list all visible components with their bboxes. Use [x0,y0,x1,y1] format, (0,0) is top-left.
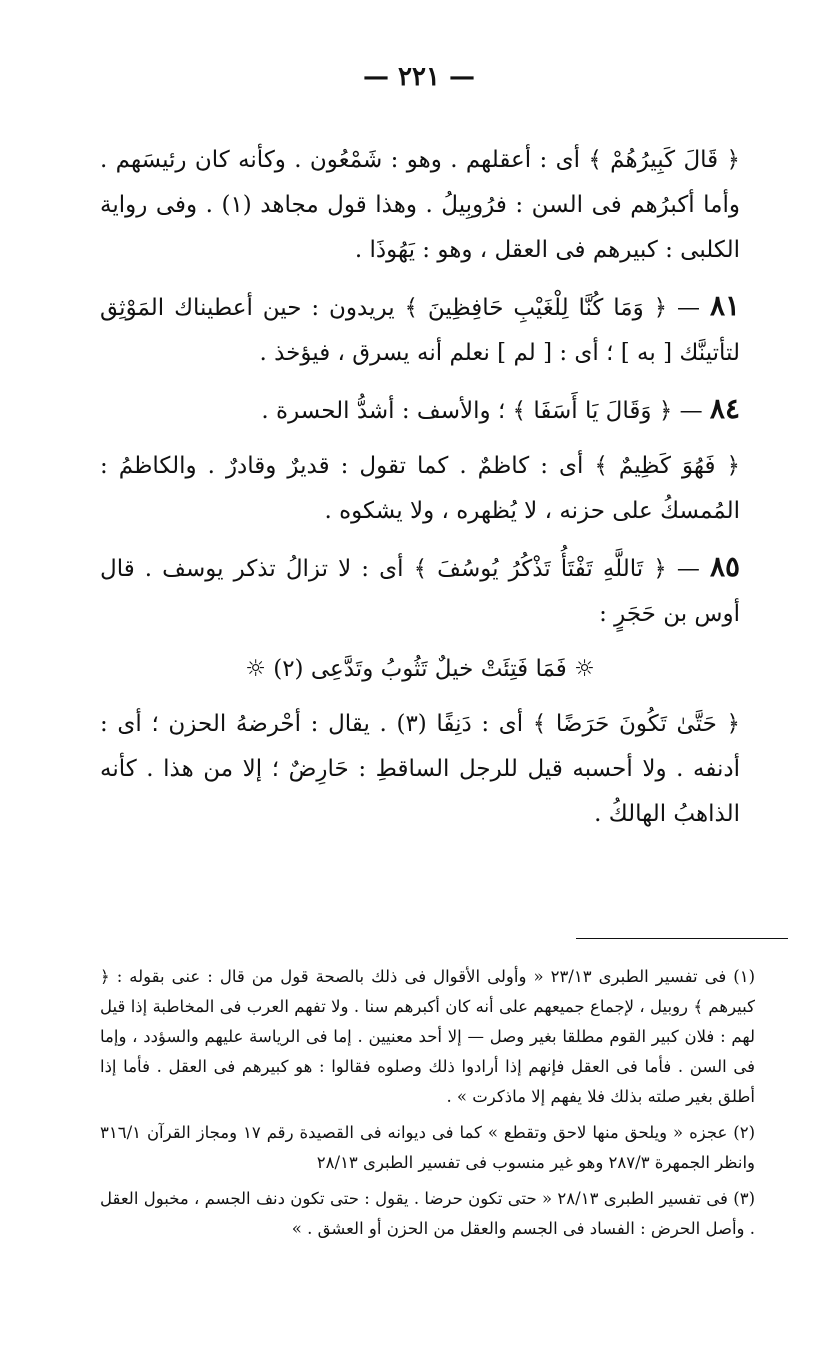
paragraph-text: ﴿ قَالَ كَبِيرُهُمْ ﴾ أى : أعقلهم . وهو : شَمْعُون . وكأنه كان رئيسَهم . وأما أكبرُهم فى السن : فرُوبِيلُ . وهذا قول مجاهد (١) . وفى رواية الكلبى : كبيرهم فى العقل ، وهو : يَهُوذَا . [100,147,740,263]
paragraph-84 [100,386,740,434]
paragraph-text: — ﴿ وَقَالَ يَا أَسَفَا ﴾ ؛ والأسف : أشدُّ الحسرة . [261,398,703,424]
paragraph-text: — ﴿ وَمَا كُنَّا لِلْغَيْبِ حَافِظِينَ ﴾ يريدون : حين أعطيناك المَوْثِق لتأتينَّك [ به ] ؛ أى : [ لم ] نعلم أنه يسرق ، فيؤخذ . [100,295,740,366]
paragraph-text: ﴿ حَتَّىٰ تَكُونَ حَرَضًا ﴾ أى : دَنِفًا (٣) . يقال : أحْرضهُ الحزن ؛ أى : أدنفه . ولا أحسبه قيل للرجل الساقطِ : حَارِضٌ ؛ إلا من هذا . كأنه الذاهبُ الهالكُ . [100,711,740,827]
paragraph-text: — ﴿ تَاللَّهِ تَفْتَأُ تَذْكُرُ يُوسُفَ ﴾ أى : لا تزالُ تذكر يوسف . قال أوس بن حَجَرٍ : [100,556,740,627]
footnote-1: (١) فى تفسير الطبرى ٢٣/١٣ « وأولى الأقوال فى ذلك بالصحة قول من قال : عنى بقوله : ﴿ كبيرهم ﴾ روبيل ، لإجماع جميعهم على أنه كان أكبرهم سنا . ولا تفهم العرب فى المخاطبة إذا قيل لهم : فلان كبير القوم مطلقا بغير وصل — إلا أحد معنيين . إما فى الرياسة عليهم والسؤدد ، وإما فى السن . فأما فى العقل فإنهم إذا أرادوا ذلك وصلوه فقالوا : هو كبيرهم فى العقل . فأما إذا أطلق بغير صلته بذلك فلا يفهم إلا ماذكرت » . [100,967,755,1106]
footnote-2: (٢) عجزه « ويلحق منها لاحق وتقطع » كما فى ديوانه فى القصيدة رقم ١٧ ومجاز القرآن ٣١٦/١ وانظر الجمهرة ٢٨٧/٣ وهو غير منسوب فى تفسير الطبرى ٢٨/١٣ [100,1123,756,1172]
paragraph-harad [100,702,740,837]
page-number: — ٢٢١ — [362,62,476,92]
paragraph-text: ﴿ فَهُوَ كَظِيمٌ ﴾ أى : كاظمٌ . كما تقول : قديرٌ وقادرٌ . والكاظمُ : المُمسكُ على حزنه ، لا يُظهره ، ولا يشكوه . [100,453,740,524]
paragraph-kazim [100,444,740,534]
footnote-3: (٣) فى تفسير الطبرى ٢٨/١٣ « حتى تكون حرضا . يقول : حتى تكون دنف الجسم ، مخبول العقل . وأصل الحرض : الفساد فى الجسم والعقل من الحزن أو العشق . » [100,1189,755,1238]
footnote-divider [576,938,788,939]
paragraph-85 [100,544,740,637]
main-text [100,138,740,847]
poetry-verse: ☼ فَمَا فَتِئَتْ خيلٌ تَثُوبُ وتَدَّعِى (٢) ☼ [245,656,595,682]
paragraph-kabiruhum [100,138,740,273]
verse-number: ٨٥ [709,550,741,583]
paragraph-81 [100,283,740,376]
footnotes [100,962,755,1250]
verse-number: ٨١ [709,289,741,322]
verse-number: ٨٤ [709,392,740,425]
